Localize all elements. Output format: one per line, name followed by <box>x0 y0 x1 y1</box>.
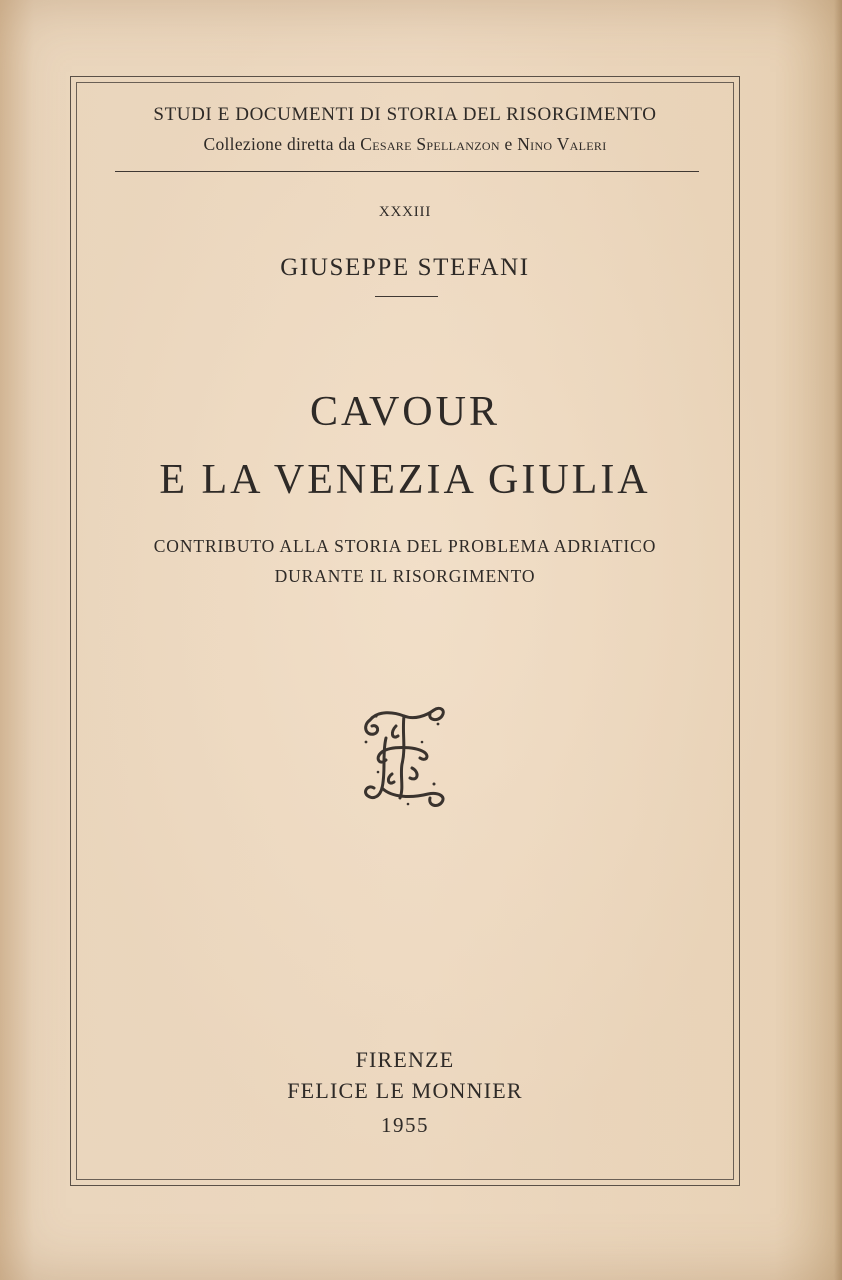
series-editors <box>76 134 734 155</box>
series-editor-1: Cesare Spellanzon <box>360 134 500 154</box>
header-divider <box>115 171 699 172</box>
monogram-fl-icon <box>352 702 456 810</box>
imprint-publisher: FELICE LE MONNIER <box>287 1078 523 1103</box>
author-name: GIUSEPPE STEFANI <box>280 254 530 281</box>
subtitle-line-2: DURANTE IL RISORGIMENTO <box>274 566 536 586</box>
book-title-line-1: CAVOUR <box>310 389 500 435</box>
series-editors-prefix: Collezione diretta da <box>203 134 361 154</box>
imprint-year: 1955 <box>381 1113 429 1137</box>
series-title: STUDI E DOCUMENTI DI STORIA DEL RISORGIMENTO <box>153 104 657 125</box>
series-editor-2: Nino Valeri <box>517 134 607 154</box>
subtitle-line-1: CONTRIBUTO ALLA STORIA DEL PROBLEMA ADRIATICO <box>153 536 657 556</box>
series-editors-join: e <box>499 134 518 154</box>
book-title-line-2: E LA VENEZIA GIULIA <box>159 457 651 503</box>
inner-border-frame <box>76 82 734 1180</box>
page-edge <box>834 0 842 1280</box>
author-divider <box>375 296 438 297</box>
imprint-city: FIRENZE <box>355 1047 455 1072</box>
volume-number: XXXIII <box>378 204 432 220</box>
